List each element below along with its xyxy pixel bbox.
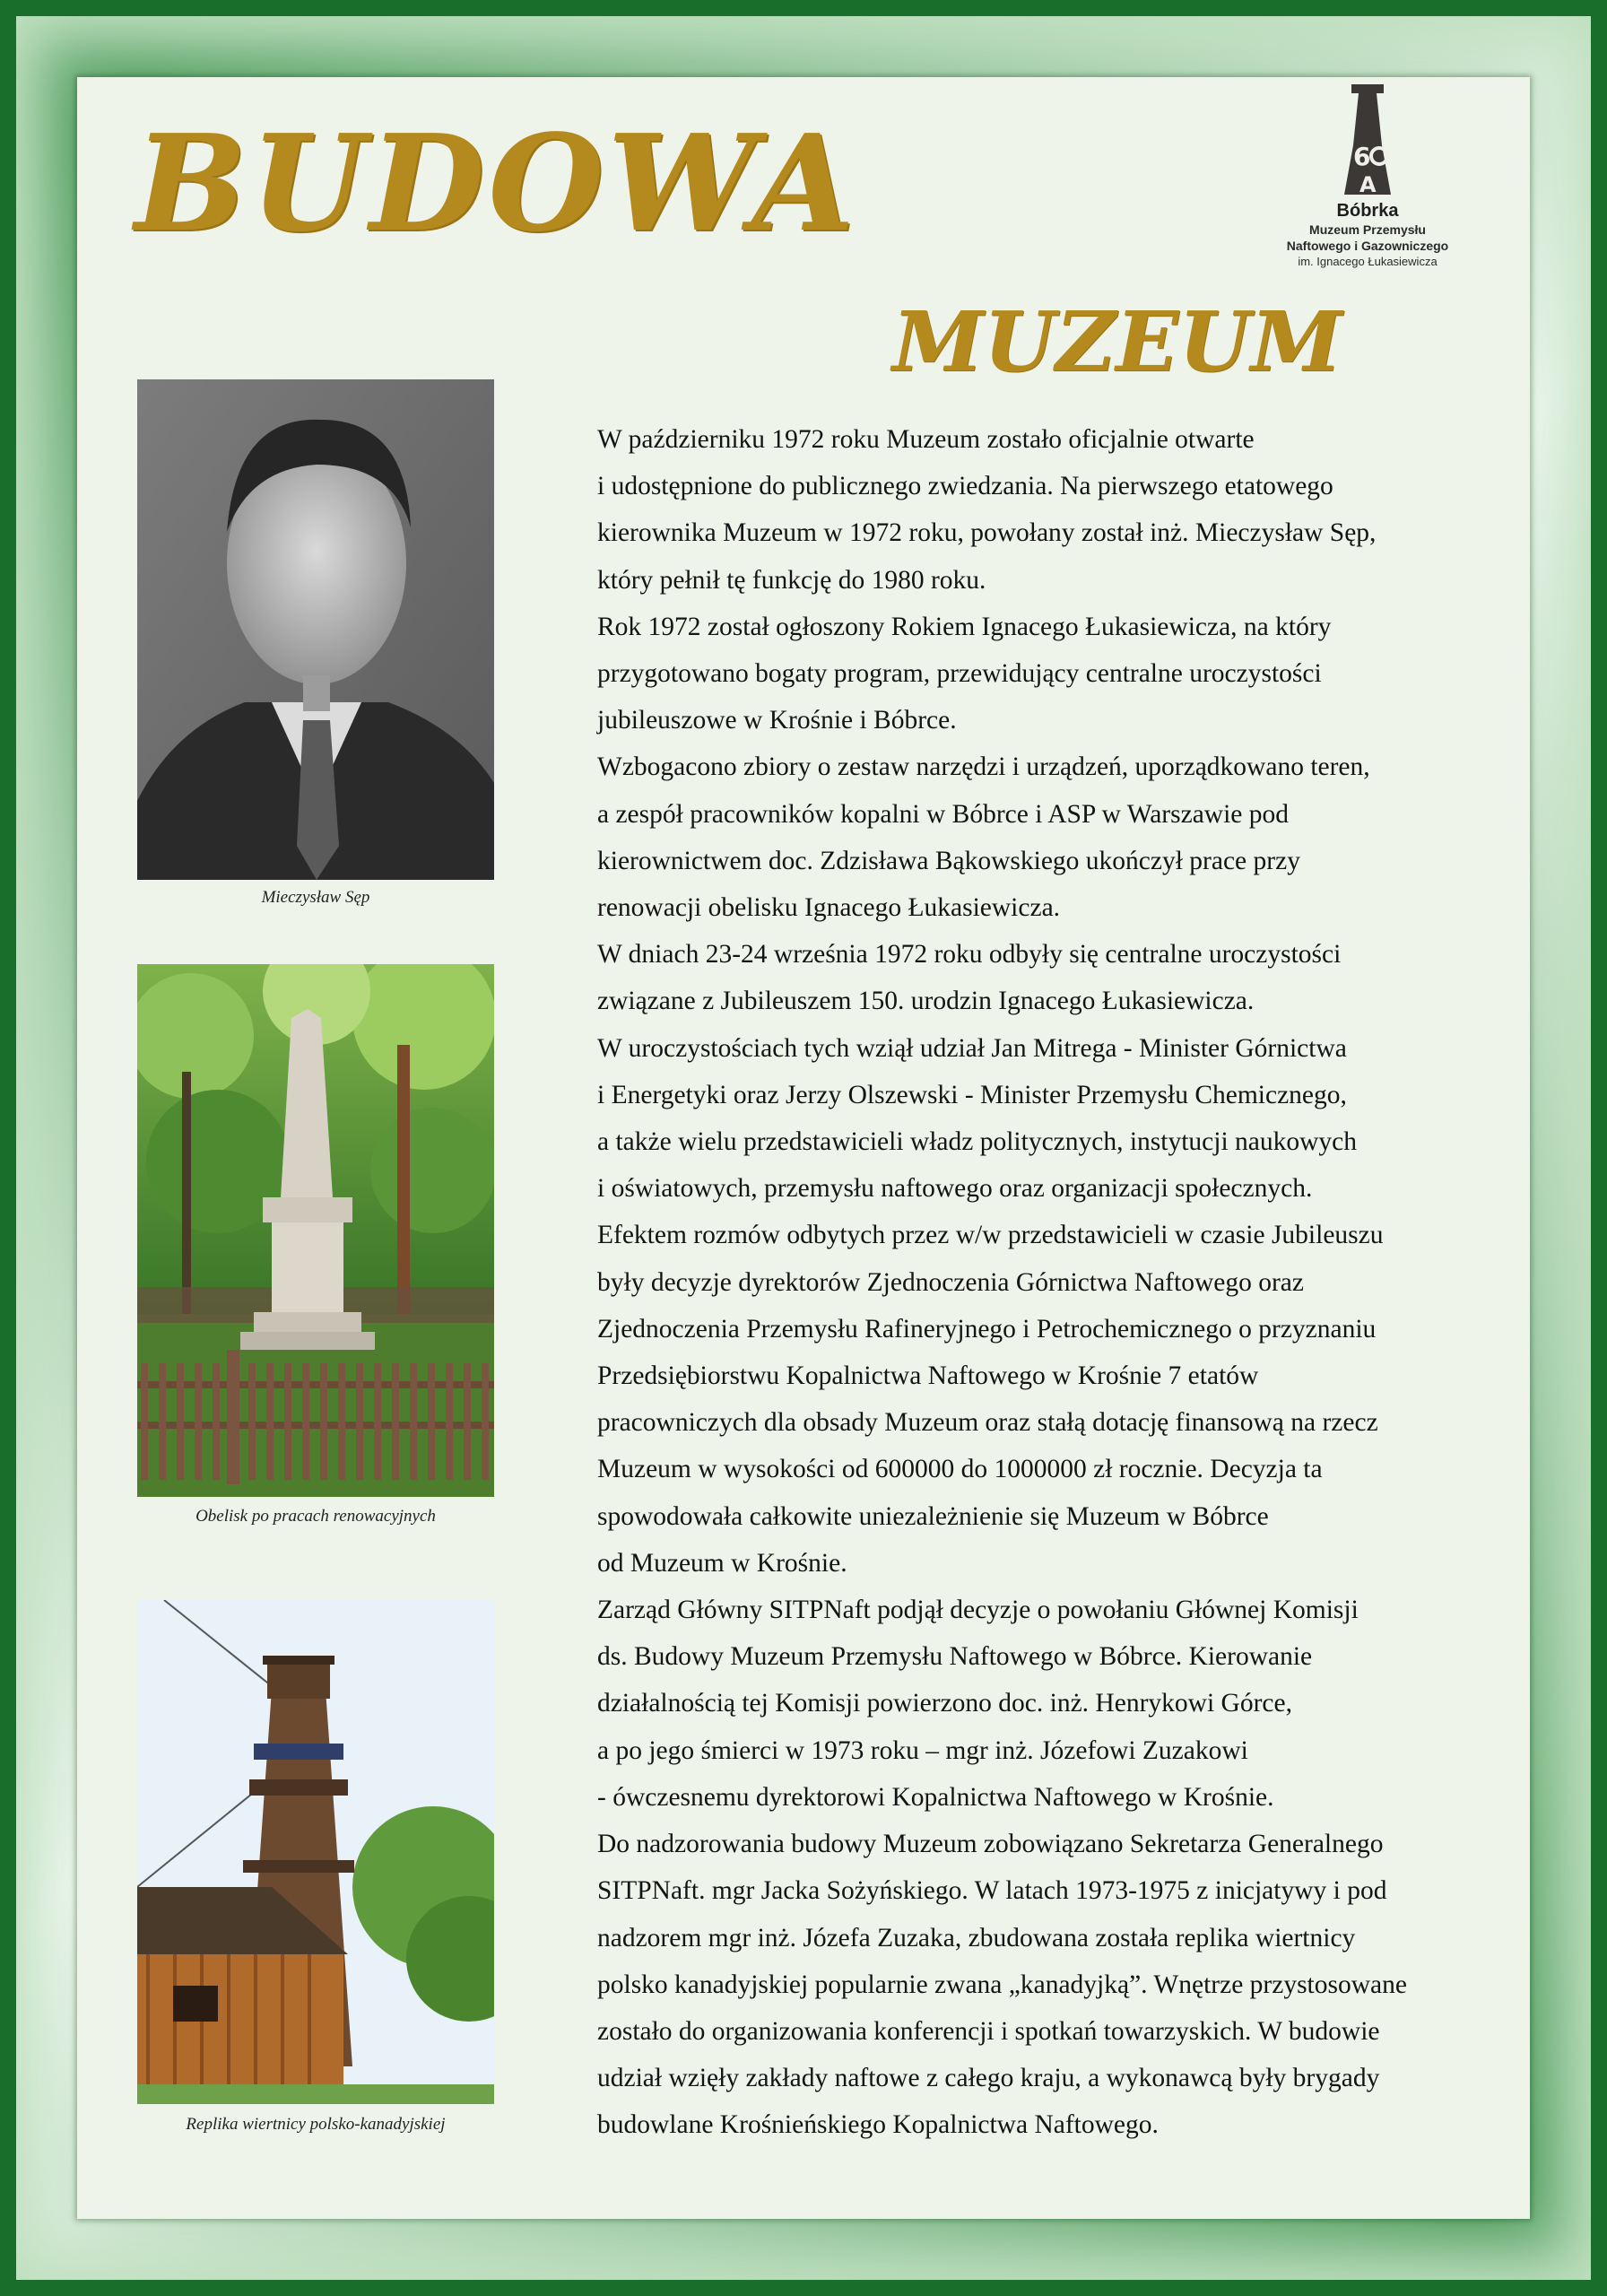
body-line: przygotowano bogaty program, przewidujący centralne uroczystości [597, 659, 1322, 689]
body-line: W dniach 23-24 września 1972 roku odbyły się centralne uroczystości [597, 940, 1342, 970]
body-line: Przedsiębiorstwu Kopalnictwa Naftowego w Krośnie 7 etatów [597, 1361, 1259, 1391]
body-line: Zjednoczenia Przemysłu Rafineryjnego i Petrochemicznego o przyznaniu [597, 1314, 1377, 1344]
body-line: a także wielu przedstawicieli władz politycznych, instytucji naukowych [597, 1127, 1358, 1157]
body-line: spowodowała całkowite uniezależnienie się Muzeum w Bóbrce [597, 1501, 1269, 1531]
logo-line-2: Naftowego i Gazowniczego [1286, 239, 1449, 253]
body-line: jubileuszowe w Krośnie i Bóbrce. [597, 706, 957, 735]
body-line: Rok 1972 został ogłoszony Rokiem Ignacego Łukasiewicza, na który [597, 612, 1332, 641]
body-line: i oświatowych, przemysłu naftowego oraz organizacji społecznych. [597, 1174, 1313, 1204]
museum-logo [1264, 83, 1471, 280]
body-line: a zespół pracowników kopalni w Bóbrce i ASP w Warszawie pod [597, 799, 1290, 829]
logo-name: Bóbrka [1336, 201, 1399, 221]
page-title: BUDOWA [135, 105, 858, 261]
body-line: ds. Budowy Muzeum Przemysłu Naftowego w Bóbrce. Kierowanie [597, 1642, 1313, 1672]
photo-caption-3: Replika wiertnicy polsko-kanadyjskiej [186, 2115, 446, 2134]
logo-line-3: im. Ignacego Łukasiewicza [1298, 255, 1438, 268]
section-title: MUZEUM [892, 293, 1342, 390]
body-line: zostało do organizowania konferencji i spotkań towarzyskich. W budowie [597, 2016, 1380, 2046]
body-line: i Energetyki oraz Jerzy Olszewski - Minister Przemysłu Chemicznego, [597, 1080, 1347, 1109]
svg-text:6: 6 [1353, 142, 1371, 171]
photo-caption-1: Mieczysław Sęp [261, 888, 370, 907]
body-line: działalnością tej Komisji powierzono doc. inż. Henrykowi Górce, [597, 1689, 1292, 1718]
logo-line-1: Muzeum Przemysłu [1309, 222, 1426, 237]
body-line: polsko kanadyjskiej popularnie zwana „kanadyjką”. Wnętrze przystosowane [597, 1970, 1407, 1999]
body-line: W uroczystościach tych wziął udział Jan Mitrega - Minister Górnictwa [597, 1033, 1347, 1063]
body-line: Efektem rozmów odbytych przez w/w przedstawicieli w czasie Jubileuszu [597, 1221, 1384, 1250]
derrick-logo-icon [1332, 83, 1403, 199]
body-line: który pełnił tę funkcję do 1980 roku. [597, 565, 986, 595]
body-line: - ówczesnemu dyrektorowi Kopalnictwa Naftowego w Krośnie. [597, 1782, 1274, 1812]
portrait-photo [137, 379, 494, 880]
body-line: nadzorem mgr inż. Józefa Zuzaka, zbudowana została replika wiertnicy [597, 1923, 1356, 1952]
body-line: renowacji obelisku Ignacego Łukasiewicza. [597, 893, 1061, 923]
body-line: od Muzeum w Krośnie. [597, 1548, 847, 1578]
body-line: były decyzje dyrektorów Zjednoczenia Górnictwa Naftowego oraz [597, 1267, 1304, 1297]
body-line: pracowniczych dla obsady Muzeum oraz stałą dotację finansową na rzecz [597, 1408, 1378, 1438]
body-line: Wzbogacono zbiory o zestaw narzędzi i urządzeń, uporządkowano teren, [597, 752, 1370, 782]
photo-caption-2: Obelisk po pracach renowacyjnych [195, 1507, 436, 1526]
obelisk-photo [137, 964, 494, 1497]
body-line: kierownictwem doc. Zdzisława Bąkowskiego ukończył prace przy [597, 846, 1300, 875]
body-line: Zarząd Główny SITPNaft podjął decyzje o powołaniu Głównej Komisji [597, 1596, 1359, 1625]
body-line: W październiku 1972 roku Muzeum zostało oficjalnie otwarte [597, 425, 1255, 454]
body-text [597, 416, 1503, 2149]
body-line: SITPNaft. mgr Jacka Sożyńskiego. W latach 1973-1975 z inicjatywy i pod [597, 1876, 1387, 1906]
body-line: budowlane Krośnieńskiego Kopalnictwa Naftowego. [597, 2110, 1159, 2140]
body-line: Muzeum w wysokości od 600000 do 1000000 zł rocznie. Decyzja ta [597, 1455, 1323, 1484]
rig-photo [137, 1600, 494, 2104]
body-line: a po jego śmierci w 1973 roku – mgr inż. Józefowi Zuzakowi [597, 1735, 1248, 1765]
svg-text:A: A [1359, 172, 1377, 197]
body-line: i udostępnione do publicznego zwiedzania. Na pierwszego etatowego [597, 472, 1333, 501]
body-line: udział wzięły zakłady naftowe z całego kraju, a wykonawcą były brygady [597, 2064, 1380, 2093]
body-line: kierownika Muzeum w 1972 roku, powołany został inż. Mieczysław Sęp, [597, 518, 1377, 548]
body-line: związane z Jubileuszem 150. urodzin Ignacego Łukasiewicza. [597, 987, 1255, 1016]
body-line: Do nadzorowania budowy Muzeum zobowiązano Sekretarza Generalnego [597, 1830, 1384, 1859]
